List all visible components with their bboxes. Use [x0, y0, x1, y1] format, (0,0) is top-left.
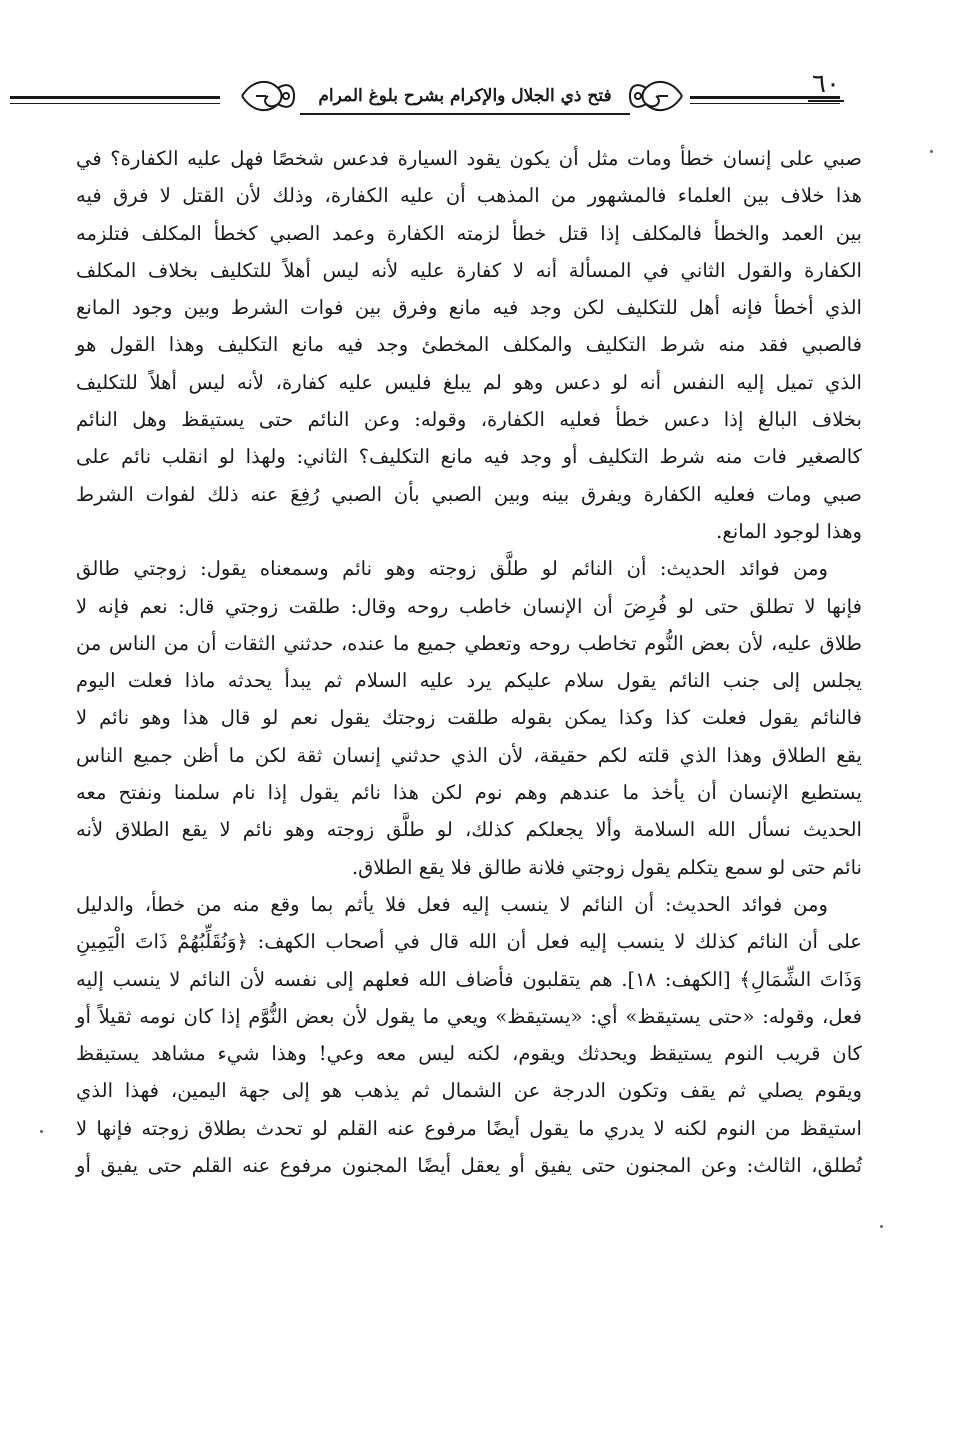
text-line: طلاق عليه، لأن بعض النُّوم تخاطب روحه وتعطي جميع ما عنده، حدثني الثقات أن من الناس من — [76, 631, 862, 655]
text-line: يجلس إلى جنب النائم يقول سلام عليكم يرد عليه السلام ثم يبدأ يحدثه ماذا فعلت اليوم — [76, 669, 862, 693]
header-rule-right-thin — [690, 103, 840, 104]
text-line: كالصغير فات منه شرط التكليف أو وجد فيه مانع التكليف؟ الثاني: ولهذا لو انقلب نائم على — [76, 445, 862, 469]
scan-speck — [930, 150, 933, 153]
text-line: تُطلق، الثالث: وعن المجنون حتى يفيق أو يعقل أيضًا المجنون مرفوع عنه القلم حتى يفيق أو — [76, 1154, 862, 1178]
text-line: الكفارة والقول الثاني في المسألة أنه لا كفارة عليه لأنه ليس أهلاً للتكليف بخلاف المكلف — [76, 258, 862, 282]
text-line: فعل، وقوله: «حتى يستيقظ» أي: «يستيقظ» ويعي ما يقول لأن بعض النُّوَّم إذا كان نومه ثقيلاً أو — [76, 1004, 862, 1028]
text-line: بخلاف البالغ إذا دعس خطأ فعليه الكفارة، وقوله: وعن النائم حتى يستيقظ وهل النائم — [76, 408, 862, 432]
text-line: على أن النائم كذلك لا ينسب إليه فعل أن الله قال في أصحاب الكهف: ﴿وَنُقَلِّبُهُمْ ذَاتَ الْيَمِينِ — [76, 930, 862, 954]
text-line: فالنائم يقول فعلت كذا وكذا يمكن بقوله طلقت زوجتك يقول نعم لو قال هذا وهو نائم لا — [76, 706, 862, 730]
text-line: هذا خلاف بين العلماء فالمشهور من المذهب أن عليه الكفارة، وذلك لأن القتل لا فرق فيه — [76, 184, 862, 208]
header-rule-left-thin — [10, 103, 220, 104]
body-text — [76, 140, 862, 1184]
ornament-right-icon — [626, 72, 686, 120]
text-line: وهذا لوجود المانع. — [716, 519, 862, 543]
title-underline — [300, 113, 630, 115]
text-line: ومن فوائد الحديث: أن النائم لا ينسب إليه فعل فلا يأثم بما وقع منه من خطأ، والدليل — [76, 892, 828, 916]
text-line: كان قريب النوم يستيقظ ويحدثك ويقوم، لكنه ليس معه وعي! وهذا شيء مشاهد يستيقظ — [76, 1042, 862, 1066]
ornament-left-icon — [238, 72, 298, 120]
text-line: صبي على إنسان خطأ ومات مثل أن يكون يقود السيارة فدعس شخصًا فهل عليه الكفارة؟ في — [76, 147, 862, 170]
paragraph-1 — [76, 140, 862, 550]
text-line: استيقظ من النوم لكنه لا يدري ما يقول أيضًا مرفوع عنه القلم لو تحدث بطلاق زوجته فإنها لا — [76, 1116, 862, 1140]
text-line: وَذَاتَ الشِّمَالِ﴾ [الكهف: ١٨]. هم يتقلبون فأضاف الله فعلهم إلى نفسه لأن النائم لا ينسب إليه — [76, 967, 862, 991]
book-title: فتح ذي الجلال والإكرام بشرح بلوغ المرام — [318, 86, 612, 106]
text-line: ويقوم يصلي ثم يقف وتكون الدرجة عن الشمال ثم يذهب هو إلى جهة اليمين، فهذا الذي — [76, 1079, 862, 1103]
text-line: صبي ومات فعليه الكفارة ويفرق بينه وبين الصبي بأن الصبي رُفِعَ عنه ذلك لفوات الشرط — [76, 482, 862, 506]
text-line: الحديث نسأل الله السلامة وألا يجعلكم كذلك، لو طلَّق زوجته وهو نائم لا يقع الطلاق لأنه — [76, 818, 862, 842]
text-line: الذي تميل إليه النفس أنه لو دعس وهو لم يبلغ فليس عليه كفارة، لأنه ليس أهلاً للتكليف — [76, 370, 862, 394]
scan-speck — [880, 1225, 883, 1228]
text-line: ومن فوائد الحديث: أن النائم لو طلَّق زوجته وهو نائم وسمعناه يقول: زوجتي طالق — [76, 557, 828, 581]
text-line: فالصبي فقد منه شرط التكليف والمكلف المخطئ وجد فيه مانع التكليف وهذا القول هو — [76, 333, 862, 357]
text-line: فإنها لا تطلق حتى لو فُرِضَ أن الإنسان خاطب روحه وقال: طلقت زوجتي قال: نعم فإنه لا — [76, 594, 862, 618]
text-line: يستطيع الإنسان أن يأخذ ما عندهم وهم نوم لكن هذا نائم يقول إذا نام سلمنا ونفتح معه — [76, 781, 862, 805]
paragraph-3 — [76, 886, 862, 1184]
scan-speck — [40, 1130, 43, 1133]
header-rule-left — [10, 96, 220, 99]
text-line: الذي أخطأ فإنه أهل للتكليف لكن وجد فيه مانع وفرق بين فوات الشرط وبين وجود المانع — [76, 296, 862, 320]
text-line: بين العمد والخطأ فالمكلف إذا قتل خطأ لزمته الكفارة وعمد الصبي كخطأ المكلف فتلزمه — [76, 221, 862, 245]
page-number: ٦٠ — [808, 70, 844, 102]
text-line: نائم حتى لو سمع يتكلم يقول زوجتي فلانة طالق فلا يقع الطلاق. — [351, 855, 862, 879]
text-line: يقع الطلاق وهذا الذي قلته لكم حقيقة، لأن الذي حدثني إنسان ثقة لكن ما أظن جميع الناس — [76, 743, 862, 767]
paragraph-2 — [76, 550, 862, 886]
